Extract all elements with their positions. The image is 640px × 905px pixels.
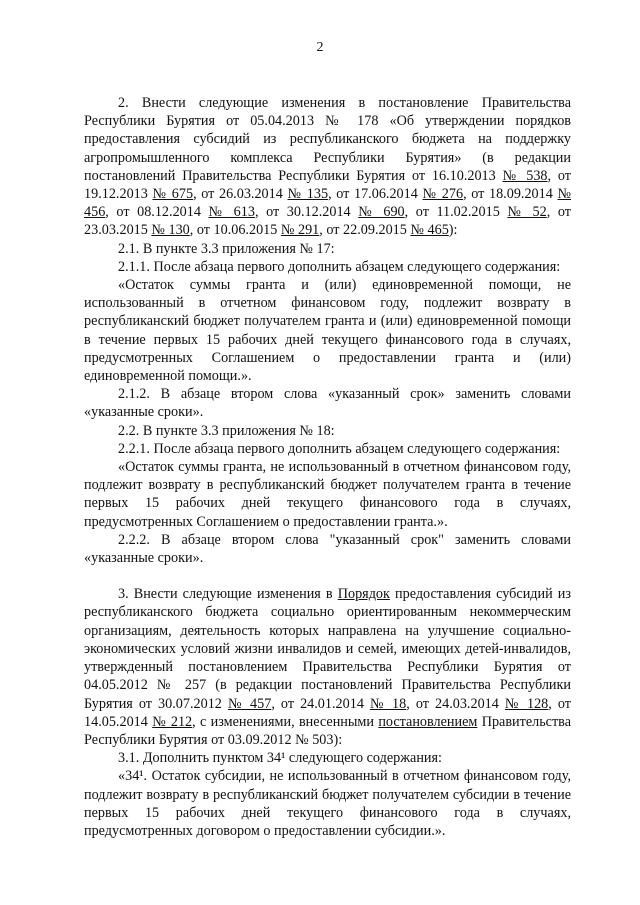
separator-text: ): — [448, 222, 458, 239]
ref-link-291[interactable]: № 291 — [280, 222, 320, 239]
ref-link-276[interactable]: № 276 — [422, 186, 464, 203]
ref-link-538[interactable]: № 538 — [502, 167, 548, 184]
ref-link-128[interactable]: № 128 — [504, 695, 549, 712]
ref-link-130[interactable]: № 130 — [151, 222, 190, 239]
ref-link-465[interactable]: № 465 — [410, 222, 449, 239]
paragraph-2-1-1-quote: «Остаток суммы гранта и (или) единовременной помощи, не использованный в отчетном финансовом году, подлежит возврату в республиканский бюджет получателем гранта и (или) единовременной помощи в течение первых 15 рабочих дней текущего финансового года в случаях, предусмотренных Соглашением о предоставлении гранта и (или) единовременной помощи.». — [84, 277, 571, 385]
paragraph-2-2-1: 2.2.1. После абзаца первого дополнить абзацем следующего содержания: — [118, 440, 561, 457]
separator-text: , от 18.09.2014 — [463, 186, 558, 203]
separator-text: , от 10.06.2015 — [189, 222, 281, 239]
paragraph-2-2-1-quote: «Остаток суммы гранта, не использованный в отчетном финансовом году, подлежит возврату в республиканский бюджет получателем гранта в течение первых 15 рабочих дней текущего финансового года в случаях, предусмотренных Соглашением о предоставлении гранта.». — [84, 459, 571, 530]
ref-link-18[interactable]: № 18 — [369, 695, 407, 712]
item-2-intro — [84, 94, 571, 240]
separator-text: , с изменениями, внесенными — [192, 713, 379, 730]
separator-text: , от 11.02.2015 — [404, 204, 508, 221]
separator-text: , от 26.03.2014 — [193, 186, 288, 203]
paragraph-2-2-2: 2.2.2. В абзаце втором слова "указанный срок" заменить словами «указанные сроки». — [84, 531, 571, 567]
ref-link-675[interactable]: № 675 — [152, 186, 194, 203]
paragraph-2-1-2: 2.1.2. В абзаце втором слова «указанный срок» заменить словами «указанные сроки». — [84, 386, 571, 421]
ref-link-135[interactable]: № 135 — [287, 186, 329, 203]
separator-text: , от 08.12.2014 — [105, 204, 209, 221]
paragraph-2-1: 2.1. В пункте 3.3 приложения № 17: — [118, 240, 335, 257]
paragraph-3-1: 3.1. Дополнить пунктом 34¹ следующего содержания: — [118, 750, 442, 767]
ref-link-456[interactable]: № 456 — [84, 186, 572, 221]
item-3-intro-text: предоставления субсидий из республиканского бюджета социально ориентированным некоммерческим организациям, деятельность которых направлена на улучшение социально-экономических условий жизни инвалидов и семей, имеющих детей-инвалидов, утвержденный постановлением Правительства Республики Бурятия от 04.05.2012 № 257 (в редакции постановлений Правительства Республики Бурятия от 30.07.2012 — [84, 586, 571, 712]
separator-text: , от 24.03.2014 — [406, 695, 505, 712]
page-number: 2 — [316, 40, 324, 55]
ref-link-690[interactable]: № 690 — [358, 204, 405, 221]
ref-link-212[interactable]: № 212 — [152, 713, 193, 730]
separator-text: , от 17.06.2014 — [328, 186, 423, 203]
separator-text: , от 22.09.2015 — [319, 222, 411, 239]
separator-text: , от 19.12.2013 — [84, 167, 571, 203]
ref-link-613[interactable]: № 613 — [208, 204, 255, 221]
postanovleniem-link[interactable]: постановлением — [378, 713, 478, 730]
separator-text: , от 30.12.2014 — [254, 204, 359, 221]
item-3-intro — [84, 585, 571, 749]
document-body — [84, 94, 571, 840]
paragraph-2-1-1: 2.1.1. После абзаца первого дополнить абзацем следующего содержания: — [118, 258, 561, 275]
separator-text: , от 23.03.2015 — [84, 204, 571, 239]
separator-text: , от 14.05.2014 — [84, 695, 571, 730]
item-3-intro-text: Правительства Республики Бурятия от 03.09.2012 № 503): — [84, 713, 571, 748]
poryadok-link[interactable]: Порядок — [337, 586, 390, 603]
separator-text: , от 24.01.2014 — [271, 695, 370, 712]
item-3-intro-text: 3. Внести следующие изменения в — [118, 586, 338, 603]
paragraph-2-2: 2.2. В пункте 3.3 приложения № 18: — [118, 422, 335, 439]
item-2-intro-text: 2. Внести следующие изменения в постановление Правительства Республики Бурятия от 05.04.2013 № 178 «Об утверждении порядков предоставления субсидий из республиканского бюджета на поддержку агропромышленного комплекса Республики Бурятия» (в редакции постановлений Правительства Республики Бурятия от 16.10.2013 — [84, 95, 571, 184]
paragraph-3-1-quote: «34¹. Остаток субсидии, не использованный в отчетном финансовом году, подлежит возврату в республиканский бюджет получателем субсидии в течение первых 15 рабочих дней текущего финансового года в случаях, предусмотренных договором о предоставлении субсидии.». — [84, 768, 571, 839]
ref-link-52[interactable]: № 52 — [507, 204, 547, 221]
ref-link-457[interactable]: № 457 — [227, 695, 272, 712]
